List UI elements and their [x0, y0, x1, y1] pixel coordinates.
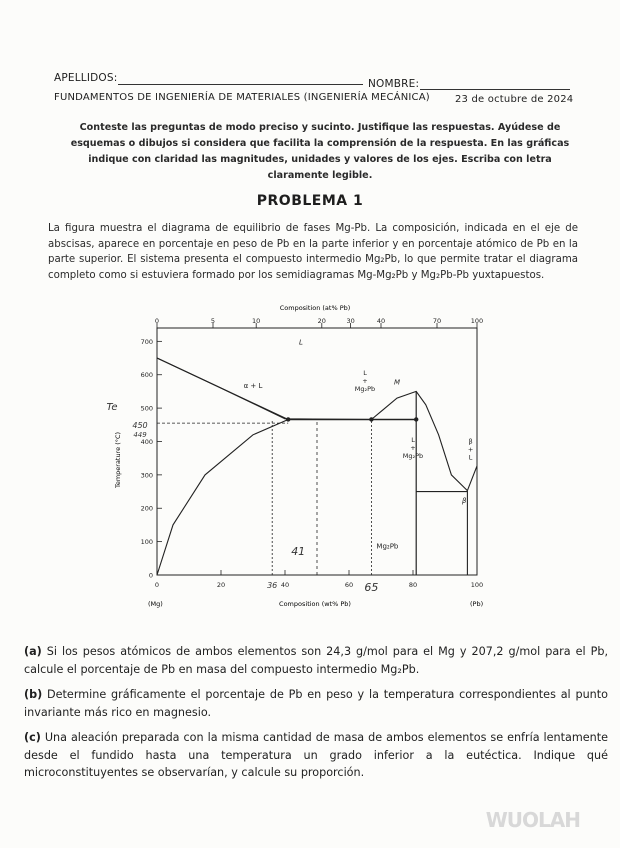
apellidos-label: APELLIDOS: — [54, 72, 118, 84]
instructions: Conteste las preguntas de modo preciso y sucinto. Justifique las respuestas. Ayúdese de esquemas o dibujos si considera que facilita la comprensión de la respuesta. En las gráficas indique con claridad las magnitudes, unidades y valores de los ejes. Escriba con letra claramente legible. — [70, 122, 570, 181]
region-label: L — [363, 369, 367, 378]
question-a — [24, 643, 608, 678]
y-tick-label: 300 — [140, 471, 153, 480]
question-b-text: Determine gráficamente el porcentaje de Pb en peso y la temperatura correspondientes al punto invariante más rico en magnesio. — [24, 688, 608, 719]
y-tick-label: 700 — [140, 337, 153, 346]
question-c — [24, 729, 608, 782]
region-label: + — [410, 443, 416, 452]
handwritten-65: 65 — [364, 581, 379, 594]
region-label: M — [393, 378, 401, 387]
nombre-label: NOMBRE: — [368, 78, 420, 90]
y-tick-label: 400 — [140, 437, 153, 446]
question-a-text: Si los pesos atómicos de ambos elementos son 24,3 g/mol para el Mg y 207,2 g/mol para el Pb, calcule el porcentaje de Pb en masa del compuesto intermedio Mg₂Pb. — [24, 645, 608, 676]
top-tick-label: 40 — [376, 317, 386, 325]
region-label: Mg₂Pb — [376, 542, 399, 551]
region-label: + — [467, 445, 474, 454]
y-tick-label: 600 — [140, 371, 153, 380]
problem-title: PROBLEMA 1 — [256, 193, 364, 209]
region-label: L — [468, 453, 473, 462]
question-c-tag: (c) — [24, 731, 41, 744]
y-tick-label: 200 — [140, 504, 153, 513]
x-tick-label: 80 — [408, 581, 418, 589]
nombre-line — [420, 89, 570, 90]
y-tick-label: 500 — [140, 404, 153, 413]
question-c-text: Una aleación preparada con la misma cantidad de masa de ambos elementos se enfría lentamente desde el fundido hasta una temperatura un grado inferior a la eutéctica. Indique qué microconstituyentes se observarían, y calcule su proporción. — [24, 731, 608, 779]
top-tick-label: 20 — [317, 317, 326, 325]
apellidos-line — [118, 84, 363, 85]
region-label: L — [299, 338, 303, 347]
handwritten-36: 36 — [267, 581, 278, 590]
invariant-point — [369, 417, 373, 421]
handwritten-41: 41 — [291, 545, 306, 558]
region-label: L — [411, 435, 415, 444]
top-tick-label: 0 — [154, 317, 160, 325]
handwritten-449: 449 — [133, 431, 147, 439]
liquidus-right — [467, 466, 477, 491]
x-right-end-label: (Pb) — [470, 600, 484, 608]
question-a-tag: (a) — [24, 645, 42, 658]
question-b — [24, 686, 608, 721]
region-label: + — [362, 377, 368, 386]
x-left-end-label: (Mg) — [148, 600, 163, 608]
region-label: Mg₂Pb — [354, 385, 376, 394]
solvus-alpha — [157, 420, 288, 576]
top-axis-title: Composition (at% Pb) — [279, 304, 351, 312]
top-tick-label: 100 — [470, 317, 484, 325]
region-label: β — [461, 497, 467, 506]
liquidus-middle — [371, 391, 467, 490]
invariant-point — [286, 417, 290, 421]
problem-intro: La figura muestra el diagrama de equilibrio de fases Mg-Pb. La composición, indicada en el eje de abscisas, aparece en porcentaje en peso de Pb en la parte inferior y en porcentaje atómico de Pb en la parte superior. El sistema presenta el compuesto intermedio Mg₂Pb, lo que permite tratar el diagrama completo como si estuviera formado por los semidiagramas Mg-Mg₂Pb y Mg₂Pb-Pb yuxtapuestos. — [48, 223, 578, 281]
y-tick-label: 100 — [140, 538, 153, 547]
x-tick-label: 100 — [470, 581, 484, 589]
top-tick-label: 70 — [432, 317, 442, 325]
course-title: FUNDAMENTOS DE INGENIERÍA DE MATERIALES (INGENIERÍA MECÁNICA) — [54, 92, 430, 103]
region-label: β — [468, 437, 473, 446]
y-axis-title: Temperature (°C) — [114, 431, 122, 489]
x-tick-label: 40 — [280, 581, 290, 589]
x-tick-label: 20 — [216, 581, 226, 589]
alpha-solidus — [157, 358, 288, 420]
handwritten-te: Te — [106, 402, 118, 413]
watermark: WUOLAH — [485, 808, 580, 832]
x-tick-label: 0 — [154, 581, 160, 589]
top-tick-label: 30 — [346, 317, 355, 325]
exam-date: 23 de octubre de 2024 — [455, 94, 574, 105]
region-label: α + L — [243, 382, 263, 391]
x-axis-title: Composition (wt% Pb) — [279, 600, 351, 608]
y-tick-label: 0 — [148, 571, 153, 580]
question-b-tag: (b) — [24, 688, 43, 701]
invariant-point — [414, 417, 418, 421]
top-tick-label: 10 — [252, 317, 261, 325]
top-tick-label: 5 — [210, 317, 216, 325]
handwritten-450: 450 — [132, 421, 148, 430]
phase-diagram — [0, 300, 620, 610]
region-label: Mg₂Pb — [402, 451, 424, 460]
liquidus-left — [157, 358, 371, 420]
x-tick-label: 60 — [344, 581, 354, 589]
